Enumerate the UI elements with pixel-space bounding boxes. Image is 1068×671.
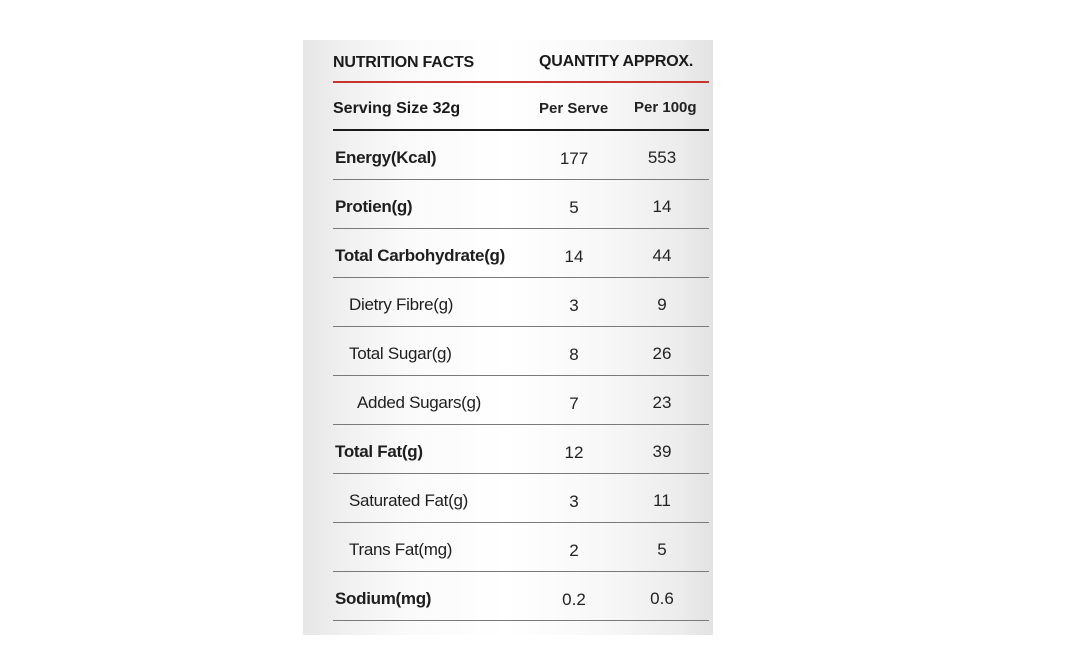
per-100g-value: 5 [657,540,667,559]
per-100g-value: 44 [652,246,672,265]
table-row-trans-fat [303,523,713,572]
table-row-total-fat [303,425,713,474]
per-serve-value: 3 [569,296,579,315]
per-100g-value: 11 [653,491,671,510]
nutrient-label: Protien(g) [335,197,413,216]
table-row-saturated-fat [303,474,713,523]
per-serve-value: 12 [564,443,584,462]
nutrient-label: Trans Fat(mg) [349,540,453,559]
per-serve-value: 5 [569,198,579,217]
nutrient-label: Saturated Fat(g) [349,491,468,510]
table-row-protein [303,180,713,229]
column-header-per-100g: Per 100g [634,99,697,116]
table-row-total-carbohydrate [303,229,713,278]
nutrient-label: Dietry Fibre(g) [349,295,454,314]
nutrient-label: Total Carbohydrate(g) [335,246,506,265]
table-title: NUTRITION FACTS [333,54,474,71]
per-serve-value: 3 [569,492,579,511]
per-serve-value: 0.2 [562,590,586,609]
column-header-row [303,83,713,129]
per-serve-value: 8 [569,345,579,364]
nutrient-label: Added Sugars(g) [357,393,482,412]
table-row-sodium [303,572,713,621]
table-row-total-sugar [303,327,713,376]
per-serve-value: 177 [559,149,589,168]
per-serve-value: 2 [569,541,579,560]
table-row-dietary-fibre [303,278,713,327]
nutrient-label: Sodium(mg) [335,589,432,608]
nutrition-facts-panel [303,40,713,635]
column-header-per-serve: Per Serve [539,100,609,117]
per-100g-value: 26 [652,344,672,363]
per-100g-value: 0.6 [650,589,674,608]
per-serve-value: 14 [564,247,584,266]
table-row-energy [303,131,713,180]
per-100g-value: 14 [652,197,672,216]
per-100g-value: 39 [652,442,672,461]
per-serve-value: 7 [569,394,579,413]
nutrient-label: Total Sugar(g) [349,344,452,363]
per-100g-value: 553 [647,148,677,167]
serving-size-label: Serving Size 32g [333,100,461,117]
per-100g-value: 9 [657,295,667,314]
nutrient-label: Total Fat(g) [335,442,423,461]
nutrient-rows [303,131,713,621]
table-header [303,40,713,80]
nutrient-label: Energy(Kcal) [335,148,437,167]
table-row-added-sugars [303,376,713,425]
per-100g-value: 23 [652,393,672,412]
quantity-label: QUANTITY APPROX. [539,53,694,70]
